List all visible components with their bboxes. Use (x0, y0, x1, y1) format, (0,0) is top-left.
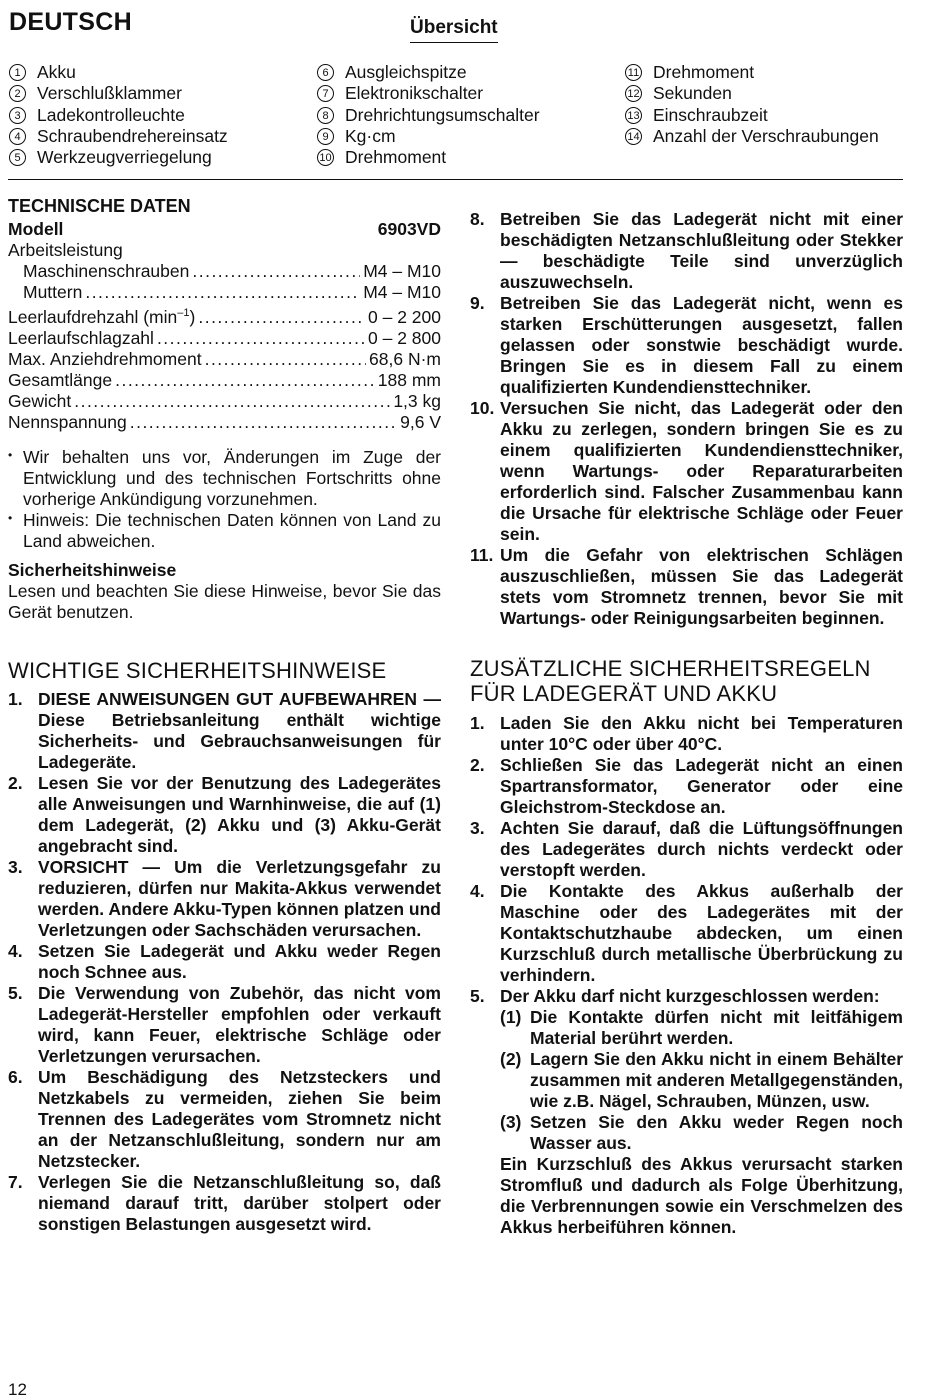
spec-row (8, 370, 441, 391)
list-item (470, 209, 903, 293)
list-text: Die Kontakte des Akkus außerhalb der Maschine oder des Ladegerätes mit der Kontaktschutzhaube abdecken, um einen Kurzschluß durch metallische Überbrückung zu verhindern. (500, 881, 903, 985)
list-text: Schließen Sie das Ladegerät nicht an einen Spartransformator, Generator oder eine Gleichstrom-Steckdose an. (500, 755, 903, 817)
spec-note (8, 447, 441, 510)
spec-label: Muttern (23, 282, 83, 302)
list-item (470, 398, 903, 545)
safety-notes-text: Lesen und beachten Sie diese Hinweise, bevor Sie das Gerät benutzen. (8, 580, 441, 622)
list-text: Betreiben Sie das Ladegerät nicht, wenn es starken Erschütterungen ausgesetzt, fallen gelassen oder sonstwie beschädigt wurde. Bringen Sie es in diesem Fall zu einem qualifizierten Kundendiensttechniker. (500, 293, 903, 397)
spec-row (8, 349, 441, 370)
overview-item-label: Sekunden (653, 83, 732, 104)
spec-label-end: ) (189, 306, 196, 327)
sub-list-number: (2) (500, 1049, 522, 1069)
list-item (470, 755, 903, 818)
item-number-badge: 13 (625, 107, 642, 124)
page-number: 12 (8, 1380, 27, 1399)
item-number-badge: 5 (9, 149, 26, 166)
overview-item (317, 147, 612, 168)
spec-value: 68,6 N·m (369, 348, 441, 369)
spec-value: 0 – 2 800 (368, 327, 441, 348)
spec-label (8, 303, 195, 328)
list-number: 10. (470, 398, 495, 418)
sub-list-number: (1) (500, 1007, 522, 1027)
list-text: VORSICHT — Um die Verletzungsgefahr zu reduzieren, dürfen nur Makita-Akkus verwendet werden. Andere Akku-Typen können platzen und Verletzungen oder Sachschäden verursachen. (38, 857, 441, 940)
important-safety-continued (470, 209, 903, 629)
overview-item-label: Werkzeugverriegelung (37, 147, 212, 168)
tech-specs-heading: TECHNISCHE DATEN (8, 196, 191, 216)
list-text: Verlegen Sie die Netzanschlußleitung so, daß niemand darauf tritt, darüber stolpert oder sonstigen Belastungen ausgesetzt wird. (38, 1172, 441, 1234)
sub-list-item (500, 1112, 903, 1154)
spec-label: Maschinenschrauben (23, 261, 190, 281)
list-number: 1. (8, 689, 23, 709)
list-text: Die Verwendung von Zubehör, das nicht vom Ladegerät-Hersteller empfohlen oder verkauft wird, kann Feuer, elektrische Schläge oder Verletzungen verursachen. (38, 983, 441, 1066)
spec-label: Gewicht (8, 390, 72, 411)
list-number: 2. (470, 755, 485, 775)
list-item (470, 881, 903, 986)
overview-item (317, 105, 612, 126)
list-item (8, 857, 441, 941)
spec-value: M4 – M10 (363, 282, 441, 302)
item-number-badge: 6 (317, 64, 334, 81)
list-text: DIESE ANWEISUNGEN GUT AUFBEWAHREN — Diese Betriebsanleitung enthält wichtige Sicherheits- und Gebrauchsanweisungen für Ladegeräte. (38, 689, 441, 772)
spec-label: Gesamtlänge (8, 369, 113, 390)
list-text: Versuchen Sie nicht, das Ladegerät oder den Akku zu zerlegen, sondern bringen Sie es zu einem qualifizierten Kundendiensttechniker, wenn Wartungs- oder Reparaturarbeiten erforderlich sind. Falscher Zusammenbau kann die Ursache für elektrische Schläge oder Feuer sein. (500, 398, 903, 544)
spec-label: Leerlaufschlagzahl (8, 327, 154, 348)
list-number: 1. (470, 713, 485, 733)
list-item (8, 941, 441, 983)
spec-row (8, 261, 441, 282)
item-number-badge: 7 (317, 85, 334, 102)
list-text: Setzen Sie Ladegerät und Akku weder Regen noch Schnee aus. (38, 941, 441, 982)
dot-leader (115, 370, 375, 391)
overview-item-label: Anzahl der Verschraubungen (653, 125, 879, 146)
item-number-badge: 14 (625, 128, 642, 145)
list-text: Achten Sie darauf, daß die Lüftungsöffnungen des Ladegerätes durch nichts verdeckt oder verstopft werden. (500, 818, 903, 880)
overview-item (625, 105, 925, 126)
overview-item (317, 126, 612, 147)
important-safety-heading: WICHTIGE SICHERHEITSHINWEISE (8, 658, 387, 683)
dot-leader (205, 349, 366, 370)
important-safety-section (8, 658, 441, 1235)
sub-list-text: Lagern Sie den Akku nicht in einem Behälter zusammen mit anderen Metallgegenständen, wie z.B. Nägel, Schrauben, Münzen, usw. (530, 1049, 903, 1111)
list-text: Betreiben Sie das Ladegerät nicht mit einer beschädigten Netzanschlußleitung oder Stekker — beschädigte Teile sind unverzüglich auszuwechseln. (500, 209, 903, 292)
overview-item-label: Drehmoment (653, 62, 755, 82)
overview-item (9, 126, 299, 147)
spec-value: 188 mm (377, 369, 441, 390)
overview-item (625, 126, 925, 147)
overview-item-label: Drehmoment (345, 147, 447, 168)
spec-label: Max. Anziehdrehmoment (8, 348, 202, 369)
list-number: 8. (470, 209, 485, 229)
list-number: 2. (8, 773, 23, 793)
language-heading: DEUTSCH (9, 8, 132, 36)
overview-title: Übersicht (410, 17, 498, 43)
list-number: 4. (8, 941, 23, 961)
item-number-badge: 10 (317, 149, 334, 166)
overview-col-3 (625, 62, 925, 147)
list-item (470, 818, 903, 881)
sub-list-text: Die Kontakte dürfen nicht mit leitfähigem Material berührt werden. (530, 1007, 903, 1048)
list-text: Lesen Sie vor der Benutzung des Ladegerätes alle Anweisungen und Warnhinweise, die auf (1) dem Ladegerät, (2) Akku und (3) Akku-Gerät angebracht sind. (38, 773, 441, 856)
list-number: 6. (8, 1067, 23, 1087)
item-number-badge: 9 (317, 128, 334, 145)
spec-note-text: Wir behalten uns vor, Änderungen im Zuge der Entwicklung und des technischen Fortschritts ohne vorherige Ankündigung vorzunehmen. (23, 446, 441, 509)
list-text: Der Akku darf nicht kurzgeschlossen werden: (500, 986, 880, 1006)
overview-item-label: Kg·cm (345, 125, 396, 146)
overview-item (625, 62, 925, 83)
list-text: Um Beschädigung des Netzsteckers und Netzkabels zu vermeiden, ziehen Sie beim Trennen des Ladegerätes vom Stromnetz nicht an der Netzanschlußleitung, sondern nur am Netzstecker. (38, 1067, 441, 1171)
overview-item (317, 83, 612, 104)
capacity-label: Arbeitsleistung (8, 240, 123, 260)
spec-row (8, 328, 441, 349)
list-item (470, 293, 903, 398)
list-number: 11. (470, 545, 494, 565)
overview-item-label: Ausgleichspitze (345, 62, 467, 82)
spec-note (8, 510, 441, 552)
overview-item (9, 83, 299, 104)
model-row (8, 219, 441, 240)
list-number: 4. (470, 881, 485, 901)
overview-item-label: Einschraubzeit (653, 104, 768, 125)
dot-leader (74, 391, 390, 412)
closing-paragraph: Ein Kurzschluß des Akkus verursacht starken Stromfluß und dadurch als Folge Überhitzung, die Verbrennungen sowie ein Verschmelzen des Akkus herbeiführen können. (500, 1154, 903, 1237)
list-number: 5. (470, 986, 485, 1006)
spec-note-text: Hinweis: Die technischen Daten können von Land zu Land abweichen. (23, 509, 441, 551)
spec-value: 0 – 2 200 (368, 306, 441, 327)
list-number: 5. (8, 983, 23, 1003)
overview-item (9, 105, 299, 126)
overview-item (9, 62, 299, 83)
bullet-icon: • (8, 510, 13, 525)
item-number-badge: 12 (625, 85, 642, 102)
spec-label: Nennspannung (8, 411, 127, 432)
dot-leader (130, 412, 397, 433)
overview-item-label: Drehrichtungsumschalter (345, 104, 540, 125)
dot-leader (198, 307, 365, 328)
spec-value: 9,6 V (400, 411, 441, 432)
overview-item (9, 147, 299, 168)
overview-col-2 (317, 62, 612, 168)
spec-label-sup: –1 (177, 307, 190, 319)
sub-list-item (500, 1007, 903, 1049)
item-number-badge: 4 (9, 128, 26, 145)
list-item (8, 983, 441, 1067)
bullet-icon: • (8, 447, 13, 462)
overview-col-1 (9, 62, 299, 168)
spec-row (8, 391, 441, 412)
item-number-badge: 1 (9, 64, 26, 81)
list-number: 9. (470, 293, 485, 313)
spec-label-text: Leerlaufdrehzahl (min (8, 306, 178, 327)
list-item (470, 713, 903, 755)
list-item (470, 986, 903, 1007)
list-item (8, 773, 441, 857)
section-divider (8, 179, 903, 180)
tech-specs-section (8, 196, 441, 623)
item-number-badge: 11 (625, 64, 642, 81)
spec-value: M4 – M10 (363, 261, 441, 281)
list-item (470, 545, 903, 629)
model-value: 6903VD (377, 219, 441, 239)
spec-value: 1,3 kg (393, 390, 441, 411)
sub-list-item (500, 1049, 903, 1112)
spec-row (8, 303, 441, 328)
overview-item-label: Elektronikschalter (345, 83, 484, 104)
list-item (8, 1172, 441, 1235)
dot-leader (157, 328, 365, 349)
sub-list-number: (3) (500, 1112, 522, 1132)
additional-rules-heading-line1: ZUSÄTZLICHE SICHERHEITSREGELN (470, 656, 871, 681)
list-item (8, 1067, 441, 1172)
item-number-badge: 8 (317, 107, 334, 124)
dot-leader (192, 261, 360, 282)
additional-rules-heading-line2: FÜR LADEGERÄT UND AKKU (470, 681, 778, 706)
overview-item-label: Ladekontrolleuchte (37, 104, 185, 125)
list-number: 3. (470, 818, 485, 838)
model-label: Modell (8, 219, 64, 239)
additional-rules-section (470, 656, 903, 1238)
list-number: 7. (8, 1172, 23, 1192)
list-text: Laden Sie den Akku nicht bei Temperaturen unter 10°C oder über 40°C. (500, 713, 903, 754)
spec-row (8, 282, 441, 303)
list-text: Um die Gefahr von elektrischen Schlägen auszuschließen, müssen Sie das Ladegerät stets vom Stromnetz trennen, bevor Sie mit Wartungs- oder Reinigungsarbeiten beginnen. (500, 545, 903, 628)
sub-list-text: Setzen Sie den Akku weder Regen noch Wasser aus. (530, 1112, 903, 1153)
overview-item (625, 83, 925, 104)
list-item (8, 689, 441, 773)
dot-leader (85, 282, 360, 303)
spec-row (8, 412, 441, 433)
overview-item-label: Verschlußklammer (37, 83, 182, 104)
item-number-badge: 2 (9, 85, 26, 102)
overview-item (317, 62, 612, 83)
overview-item-label: Akku (37, 62, 76, 82)
item-number-badge: 3 (9, 107, 26, 124)
list-number: 3. (8, 857, 23, 877)
safety-notes-heading: Sicherheitshinweise (8, 559, 177, 580)
overview-item-label: Schraubendrehereinsatz (37, 125, 228, 146)
